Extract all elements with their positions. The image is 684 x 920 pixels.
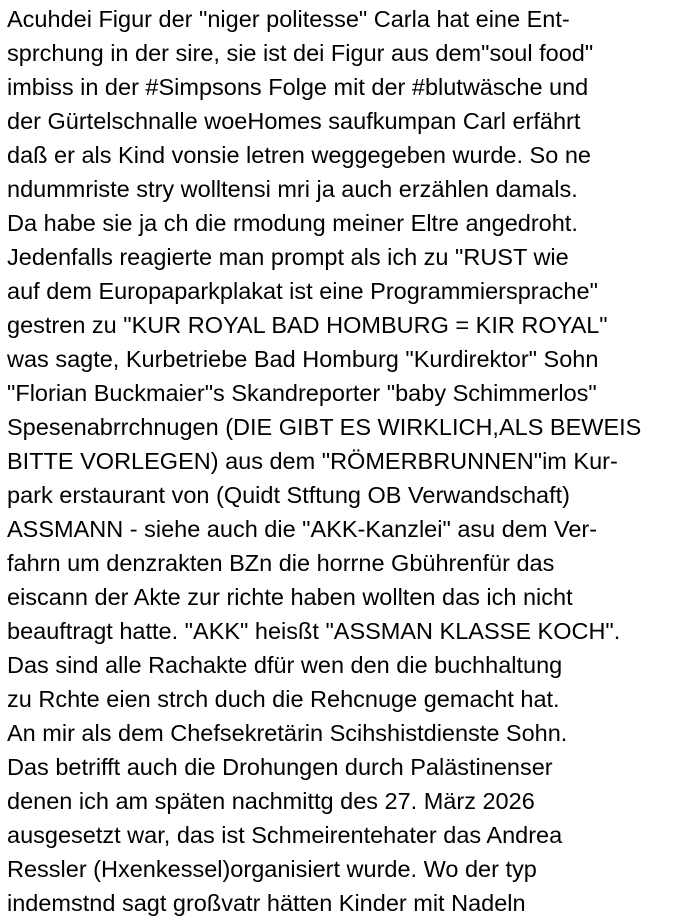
- text-line: fahrn um denzrakten BZn die horrne Gbührenfür das: [7, 550, 555, 576]
- text-line: BITTE VORLEGEN) aus dem "RÖMERBRUNNEN"im Kur-: [7, 448, 618, 474]
- text-line: Jedenfalls reagierte man prompt als ich zu "RUST wie: [7, 244, 569, 270]
- text-line: Ressler (Hxenkessel)organisiert wurde. Wo der typ: [7, 856, 537, 882]
- text-line: beauftragt hatte. "AKK" heisßt "ASSMAN KLASSE KOCH".: [7, 618, 621, 644]
- text-line: "Florian Buckmaier"s Skandreporter "baby Schimmerlos": [7, 380, 597, 406]
- text-line: park erstaurant von (Quidt Stftung OB Verwandschaft): [7, 482, 570, 508]
- text-line: Das betrifft auch die Drohungen durch Palästinenser: [7, 754, 553, 780]
- text-line: indemstnd sagt großvatr hätten Kinder mit Nadeln: [7, 890, 526, 916]
- text-line: gestren zu "KUR ROYAL BAD HOMBURG = KIR ROYAL": [7, 312, 608, 338]
- text-line: ASSMANN - siehe auch die "AKK-Kanzlei" asu dem Ver-: [7, 516, 598, 542]
- text-line: Das sind alle Rachakte dfür wen den die buchhaltung: [7, 652, 563, 678]
- text-line: ausgesetzt war, das ist Schmeirentehater das Andrea: [7, 822, 563, 848]
- text-line: Da habe sie ja ch die rmodung meiner Eltre angedroht.: [7, 210, 578, 236]
- text-line: eiscann der Akte zur richte haben wollten das ich nicht: [7, 584, 573, 610]
- text-line: was sagte, Kurbetriebe Bad Homburg "Kurdirektor" Sohn: [7, 346, 599, 372]
- body-text: [7, 2, 683, 920]
- text-line: zu Rchte eien strch duch die Rehcnuge gemacht hat.: [7, 686, 560, 712]
- text-line: Acuhdei Figur der "niger politesse" Carla hat eine Ent-: [7, 6, 570, 32]
- text-line: denen ich am späten nachmittg des 27. März 2026: [7, 788, 535, 814]
- text-line: daß er als Kind vonsie letren weggegeben wurde. So ne: [7, 142, 591, 168]
- text-line: ndummriste stry wolltensi mri ja auch erzählen damals.: [7, 176, 578, 202]
- text-line: sprchung in der sire, sie ist dei Figur aus dem"soul food": [7, 40, 594, 66]
- text-line: auf dem Europaparkplakat ist eine Programmiersprache": [7, 278, 598, 304]
- text-line: Spesenabrrchnugen (DIE GIBT ES WIRKLICH,ALS BEWEIS: [7, 414, 642, 440]
- text-line: der Gürtelschnalle woeHomes saufkumpan Carl erfährt: [7, 108, 581, 134]
- text-line: imbiss in der #Simpsons Folge mit der #blutwäsche und: [7, 74, 589, 100]
- text-line: An mir als dem Chefsekretärin Scihshistdienste Sohn.: [7, 720, 568, 746]
